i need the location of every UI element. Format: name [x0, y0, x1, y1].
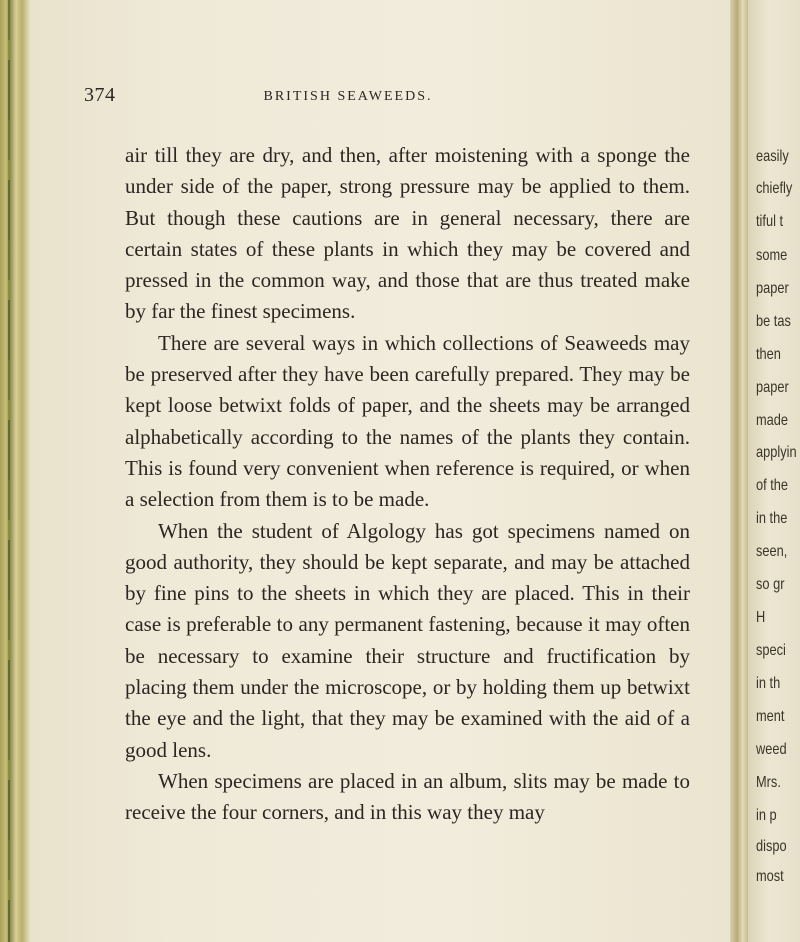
facing-page-fragment: in the — [756, 510, 788, 527]
facing-page-fragment: made — [756, 412, 789, 429]
facing-page-fragment: ment — [756, 708, 785, 725]
facing-page-fragment: speci — [756, 642, 786, 659]
facing-page-edge — [748, 0, 800, 942]
facing-page-fragment: Mrs. — [756, 774, 781, 791]
book-page — [30, 0, 730, 942]
facing-page-fragment: applyin — [756, 444, 797, 461]
paragraph-2: There are several ways in which collections of Seaweeds may be preserved after they have been carefully prepared. They may be kept loose betwixt folds of paper, and the sheets may be arranged alphabetically according to the names of the plants they contain. This is found very convenient when reference is required, or when a selection from them is to be made. — [125, 330, 690, 512]
body-text — [125, 140, 690, 829]
facing-page-fragment: chiefly — [756, 180, 793, 197]
facing-page-fragment: be tas — [756, 313, 791, 330]
facing-page-fragment: in p — [756, 807, 777, 824]
facing-page-fragment: seen, — [756, 543, 788, 560]
facing-page-fragment: dispo — [756, 838, 787, 855]
running-title: BRITISH SEAWEEDS. — [263, 89, 433, 104]
page-number: 374 — [84, 84, 116, 106]
paragraph-1: air till they are dry, and then, after moistening with a sponge the under side of the paper, strong pressure may be applied to them. But though these cautions are in general necessary, there are certain states of these plants in which they may be covered and pressed in the common way, and those that are thus treated make by far the finest specimens. — [125, 143, 690, 324]
facing-page-fragment: paper — [756, 379, 789, 396]
facing-page-fragment: most — [756, 868, 784, 885]
facing-page-fragment: of the — [756, 477, 789, 494]
facing-page-fragment: tiful t — [756, 213, 784, 230]
paragraph-4: When specimens are placed in an album, slits may be made to receive the four corners, and in this way they may — [125, 768, 690, 825]
facing-page-fragment: in th — [756, 675, 781, 692]
paragraph-3: When the student of Algology has got specimens named on good authority, they should be kept separate, and may be attached by fine pins to the sheets in which they are placed. This in their case is preferable to any permanent fastening, because it may often be necessary to examine their structure and fructification by placing them under the microscope, or by holding them up betwixt the eye and the light, that they may be examined with the aid of a good lens. — [125, 518, 690, 762]
page-header — [36, 84, 726, 114]
facing-page-fragment: some — [756, 247, 788, 264]
facing-page-fragment: easily — [756, 148, 789, 165]
facing-page-fragment: then — [756, 346, 781, 363]
facing-page-fragment: H — [756, 609, 766, 626]
book-spine — [730, 0, 748, 942]
binding-gutter — [0, 0, 30, 942]
facing-page-fragment: paper — [756, 280, 789, 297]
facing-page-fragment: weed — [756, 741, 787, 758]
facing-page-fragment: so gr — [756, 576, 785, 593]
